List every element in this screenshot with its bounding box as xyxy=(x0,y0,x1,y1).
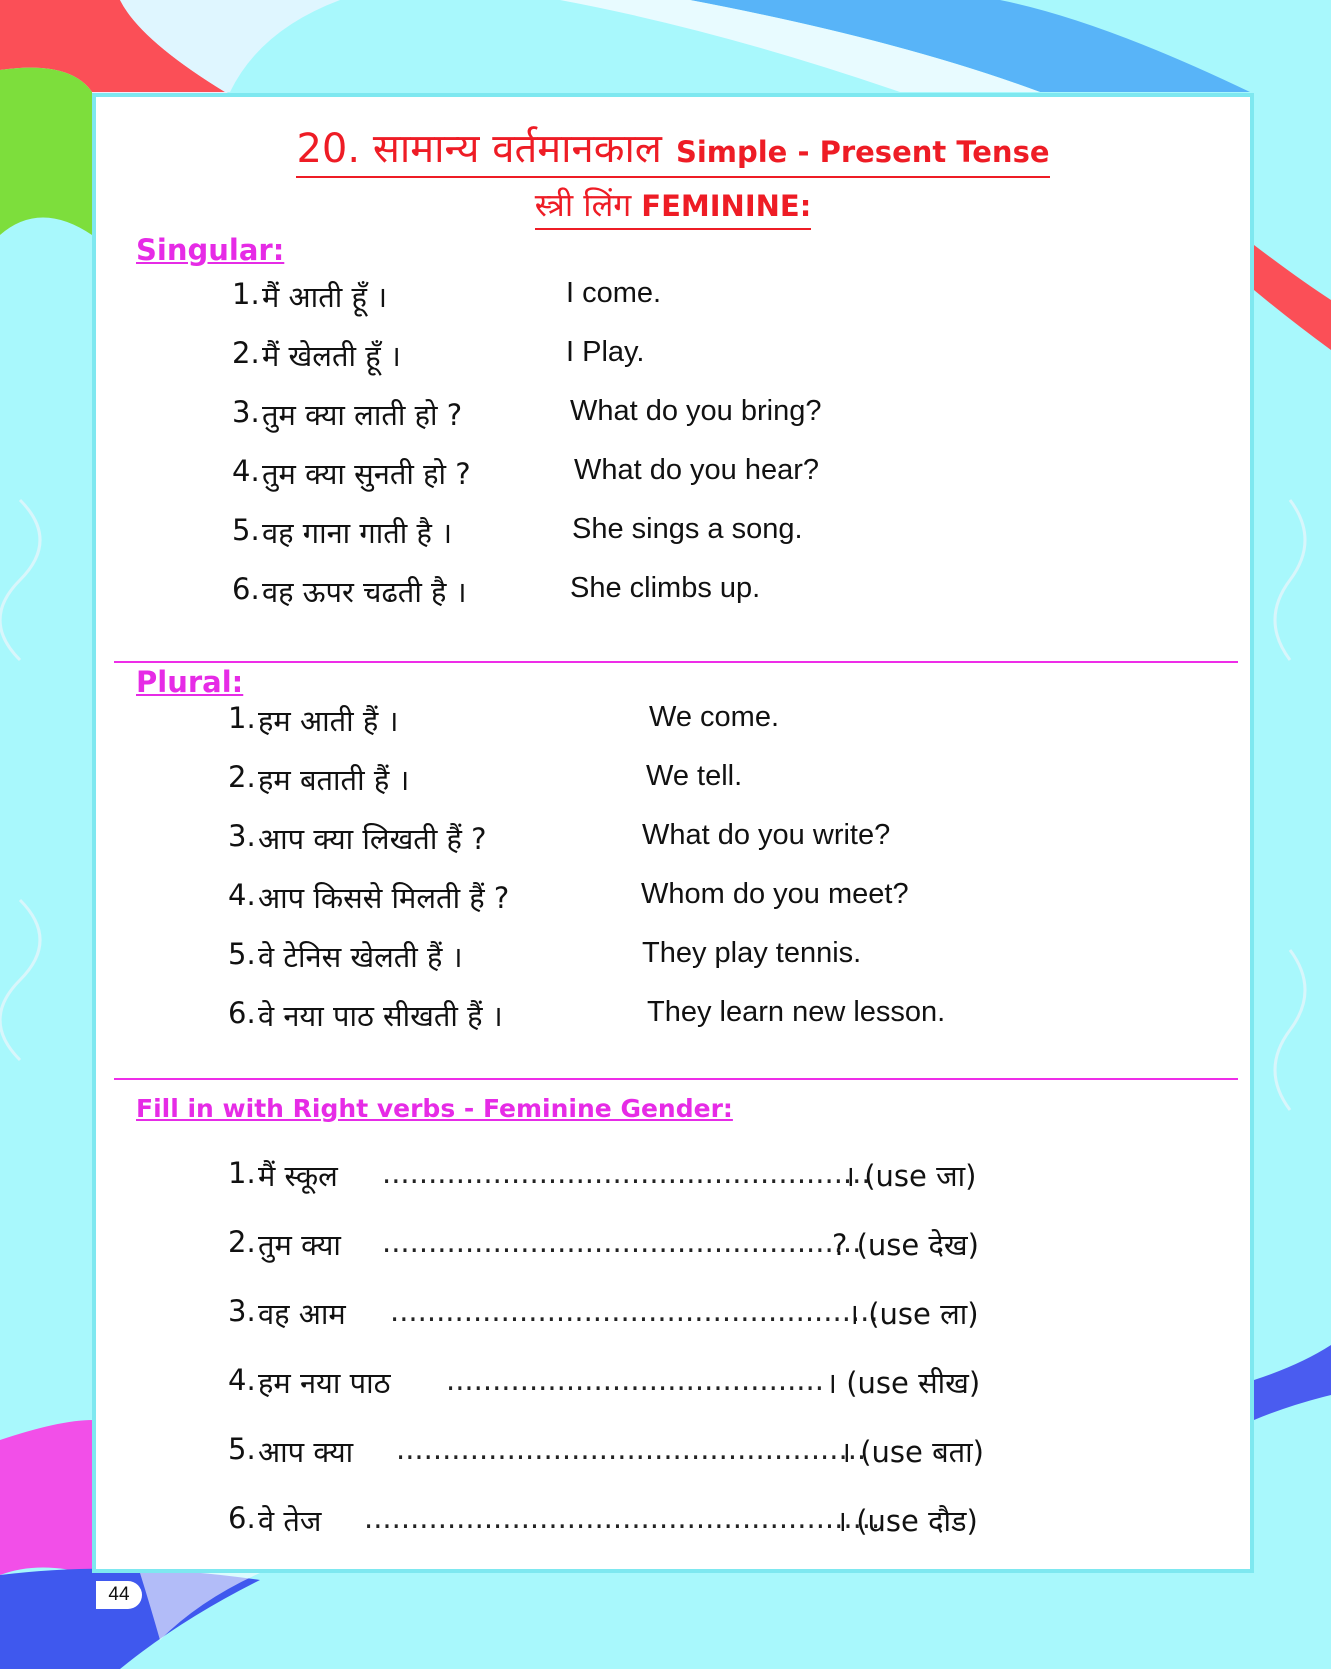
english-sentence: They learn new lesson. xyxy=(647,996,946,1028)
item-number: 6. xyxy=(232,572,260,606)
hindi-sentence: तुम क्या सुनती हो ? xyxy=(262,457,471,491)
blank-line[interactable]: ..................................................... xyxy=(390,1294,879,1328)
exercise-item xyxy=(96,1432,1258,1482)
item-number: 1. xyxy=(232,277,260,311)
item-number: 1. xyxy=(228,701,256,735)
item-number: 5. xyxy=(228,937,256,971)
item-number: 3. xyxy=(232,395,260,429)
list-item xyxy=(96,819,1258,869)
hindi-sentence: वह गाना गाती है । xyxy=(262,516,453,550)
item-number: 3. xyxy=(228,819,256,853)
verb-hint: । (use जा) xyxy=(844,1159,977,1193)
english-sentence: I Play. xyxy=(566,336,645,368)
blank-line[interactable]: .................................................... xyxy=(382,1225,862,1259)
hindi-sentence: हम बताती हैं । xyxy=(258,763,410,797)
exercise-prompt: मैं स्कूल xyxy=(258,1159,338,1193)
list-item xyxy=(96,336,1258,386)
hindi-sentence: वह ऊपर चढती है । xyxy=(262,575,467,609)
verb-hint: ? (use देख) xyxy=(832,1228,979,1262)
blank-line[interactable]: ........................................................ xyxy=(364,1501,881,1535)
english-sentence: Whom do you meet? xyxy=(641,878,909,910)
english-sentence: She climbs up. xyxy=(570,572,761,604)
hindi-sentence: हम आती हैं । xyxy=(258,704,399,738)
list-item xyxy=(96,996,1258,1046)
subtitle-english: FEMININE: xyxy=(641,189,812,223)
english-sentence: We tell. xyxy=(646,760,743,792)
hindi-sentence: आप क्या लिखती हैं ? xyxy=(258,822,487,856)
english-sentence: They play tennis. xyxy=(642,937,862,969)
item-number: 5. xyxy=(232,513,260,547)
list-item xyxy=(96,760,1258,810)
item-number: 2. xyxy=(228,760,256,794)
section-divider xyxy=(114,661,1238,663)
item-number: 2. xyxy=(228,1225,256,1259)
exercise-prompt: तुम क्या xyxy=(258,1228,341,1262)
exercise-item xyxy=(96,1156,1258,1206)
item-number: 3. xyxy=(228,1294,256,1328)
english-sentence: What do you bring? xyxy=(570,395,822,427)
verb-hint: । (use सीख) xyxy=(826,1366,981,1400)
title-english: Simple - Present Tense xyxy=(675,135,1050,169)
item-number: 4. xyxy=(228,878,256,912)
hindi-sentence: आप किससे मिलती हैं ? xyxy=(258,881,510,915)
content-card xyxy=(92,93,1254,1573)
verb-hint: । (use दौड) xyxy=(836,1504,978,1538)
list-item xyxy=(96,878,1258,928)
page-subtitle xyxy=(96,183,1250,230)
page-title xyxy=(96,119,1250,178)
exercise-item xyxy=(96,1501,1258,1551)
english-sentence: I come. xyxy=(566,277,662,309)
verb-hint: । (use बता) xyxy=(840,1435,984,1469)
list-item xyxy=(96,395,1258,445)
exercise-prompt: आप क्या xyxy=(258,1435,354,1469)
exercise-item xyxy=(96,1363,1258,1413)
blank-line[interactable]: ................................................... xyxy=(396,1432,867,1466)
singular-heading: Singular: xyxy=(136,233,285,267)
english-sentence: She sings a song. xyxy=(572,513,803,545)
exercise-item xyxy=(96,1225,1258,1275)
verb-hint: । (use ला) xyxy=(848,1297,979,1331)
plural-heading: Plural: xyxy=(136,665,244,699)
list-item xyxy=(96,572,1258,622)
blank-line[interactable]: ..................................................... xyxy=(382,1156,871,1190)
item-number: 4. xyxy=(232,454,260,488)
item-number: 6. xyxy=(228,1501,256,1535)
item-number: 1. xyxy=(228,1156,256,1190)
item-number: 2. xyxy=(232,336,260,370)
item-number: 5. xyxy=(228,1432,256,1466)
item-number: 6. xyxy=(228,996,256,1030)
blank-line[interactable]: ......................................... xyxy=(446,1363,824,1397)
hindi-sentence: मैं खेलती हूँ । xyxy=(262,339,401,373)
english-sentence: We come. xyxy=(649,701,780,733)
hindi-sentence: तुम क्या लाती हो ? xyxy=(262,398,463,432)
list-item xyxy=(96,937,1258,987)
page-number: 44 xyxy=(96,1581,142,1609)
subtitle-hindi: स्त्री लिंग xyxy=(534,186,632,224)
hindi-sentence: मैं आती हूँ । xyxy=(262,280,388,314)
fill-heading: Fill in with Right verbs - Feminine Gender: xyxy=(136,1094,733,1123)
item-number: 4. xyxy=(228,1363,256,1397)
list-item xyxy=(96,277,1258,327)
exercise-item xyxy=(96,1294,1258,1344)
list-item xyxy=(96,701,1258,751)
title-hindi: 20. सामान्य वर्तमानकाल xyxy=(296,126,662,172)
english-sentence: What do you hear? xyxy=(574,454,820,486)
list-item xyxy=(96,513,1258,563)
exercise-prompt: हम नया पाठ xyxy=(258,1366,391,1400)
hindi-sentence: वे टेनिस खेलती हैं । xyxy=(258,940,463,974)
english-sentence: What do you write? xyxy=(642,819,891,851)
hindi-sentence: वे नया पाठ सीखती हैं । xyxy=(258,999,503,1033)
exercise-prompt: वे तेज xyxy=(258,1504,322,1538)
list-item xyxy=(96,454,1258,504)
exercise-prompt: वह आम xyxy=(258,1297,346,1331)
section-divider xyxy=(114,1078,1238,1080)
